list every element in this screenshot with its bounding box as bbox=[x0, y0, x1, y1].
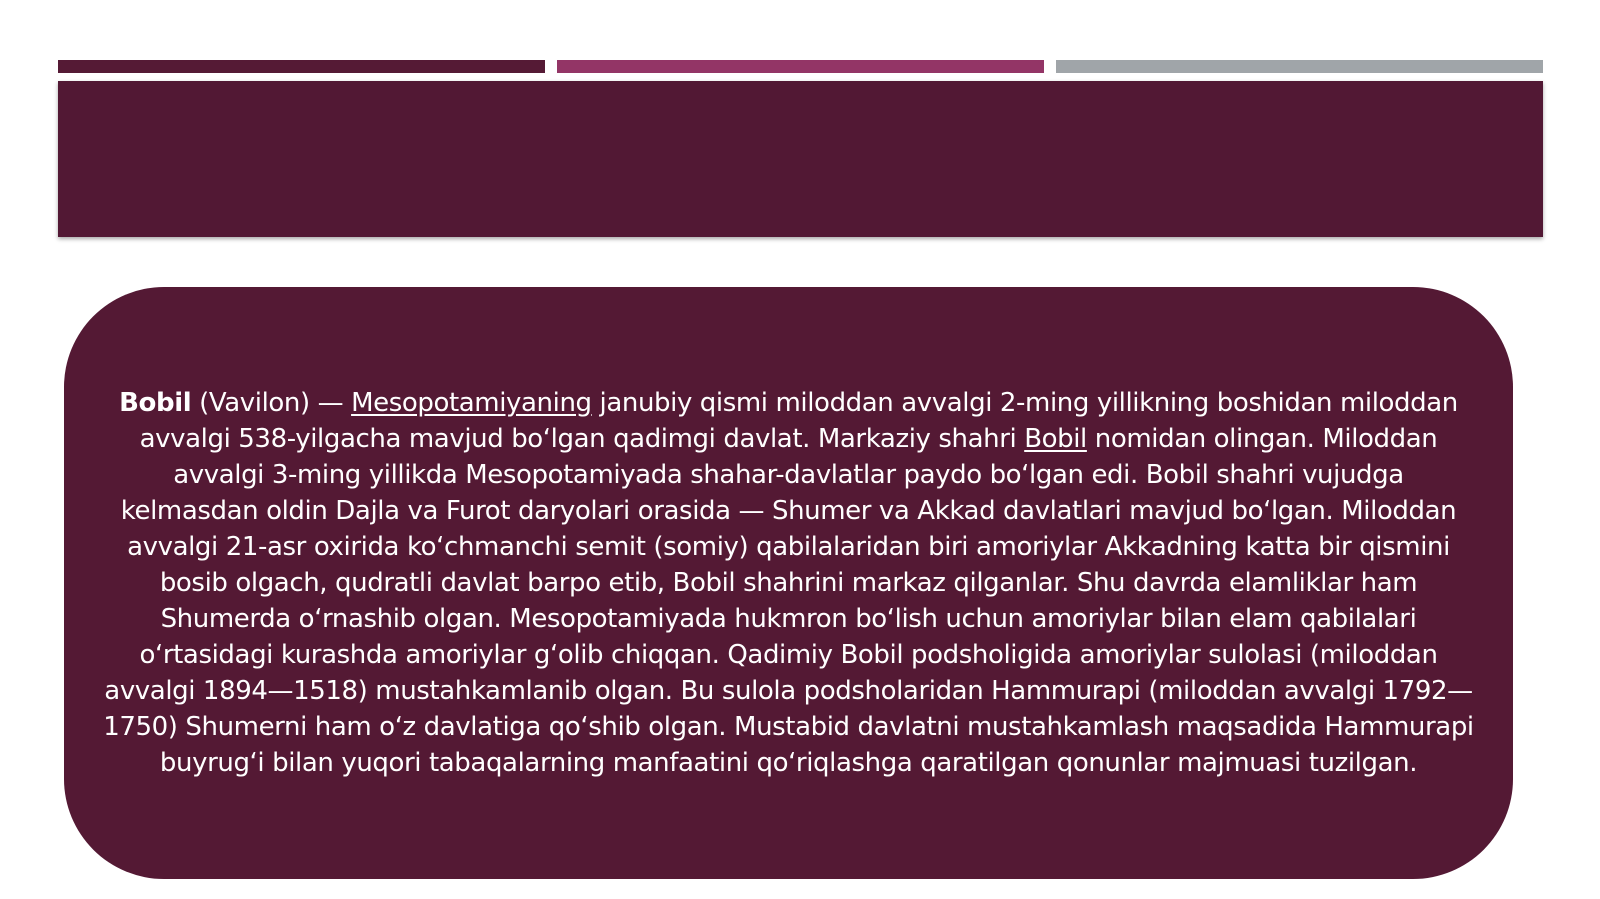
link-bobil[interactable]: Bobil bbox=[1024, 424, 1087, 454]
content-box bbox=[64, 287, 1513, 879]
body-paragraph bbox=[102, 385, 1475, 781]
accent-bar-magenta bbox=[557, 60, 1044, 73]
term-bobil: Bobil bbox=[119, 388, 192, 418]
accent-bar-dark bbox=[58, 60, 545, 73]
text-segment-3: nomidan olingan. Miloddan avvalgi 3-ming yillikda Mesopotamiyada shahar-davlatlar paydo bo‘lgan edi. Bobil shahri vujudga kelmasdan oldin Dajla va Furot daryolari orasida — Shumer va Akkad davlatlari mavjud bo‘lgan. Miloddan avvalgi 21-asr oxirida ko‘chmanchi semit (somiy) qabilalaridan biri amoriylar Akkadning katta bir qismini bosib olgach, qudratli davlat barpo etib, Bobil shahrini markaz qilganlar. Shu davrda elamliklar ham Shumerda o‘rnashib olgan. Mesopotamiyada hukmron bo‘lish uchun amoriylar bilan elam qabilalari o‘rtasidagi kurashda amoriylar g‘olib chiqqan. Qadimiy Bobil podsholigida amoriylar sulolasi (miloddan avvalgi 1894—1518) mustahkamlanib olgan. Bu sulola podsholaridan Hammurapi (miloddan avvalgi 1792—1750) Shumerni ham o‘z davlatiga qo‘shib olgan. Mustabid davlatni mustahkamlash maqsadida Hammurapi buyrug‘i bilan yuqori tabaqalarning manfaatini qo‘riqlashga qaratilgan qonunlar majmuasi tuzilgan. bbox=[103, 424, 1474, 778]
accent-bar-gray bbox=[1056, 60, 1543, 73]
text-segment-2: janubiy qismi miloddan avvalgi 2-ming yillikning boshidan miloddan avvalgi 538-yilgacha mavjud bo‘lgan qadimgi davlat. Markaziy shahri bbox=[139, 388, 1458, 454]
link-mesopotamiyaning[interactable]: Mesopotamiyaning bbox=[351, 388, 592, 418]
text-segment-1: (Vavilon) — bbox=[191, 388, 352, 418]
title-banner bbox=[58, 81, 1543, 237]
